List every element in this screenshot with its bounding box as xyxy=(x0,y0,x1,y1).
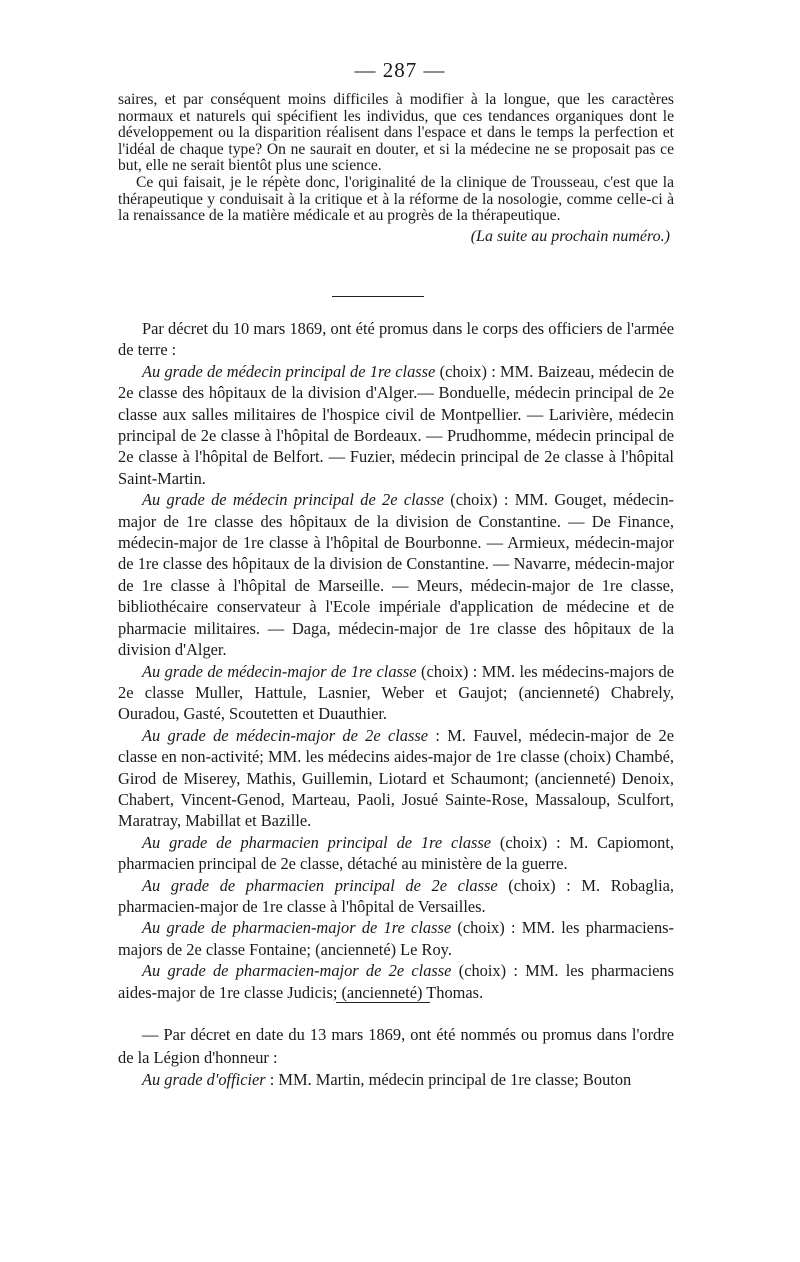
intro-paragraph: saires, et par conséquent moins difficiles à modifier à la longue, que les caractères normaux et naturels qui spécifient les individus, que ces tendances organiques dont le développement ou la disparition réalisent dans l'espace et dans le temps la perfection et l'idéal de chaque type? On ne saurait en douter, et si la médecine ne se proposait pas ce but, elle ne serait bientôt plus une science. xyxy=(118,91,674,175)
promotion-entry xyxy=(118,361,674,489)
grade-heading: Au grade d'officier xyxy=(142,1070,266,1089)
grade-heading: Au grade de médecin-major de 1re classe xyxy=(142,661,417,681)
legion-honneur-section xyxy=(118,1024,674,1092)
grade-heading: Au grade de pharmacien-major de 2e classe xyxy=(142,961,452,981)
promotion-text: (choix) : MM. Gouget, médecin-major de 1re classe des hôpitaux de la division de Constantine. — De Finance, médecin-major de 1re classe à l'hôpital de Bourbonne. — Armieux, médecin-major de 1re classe des hôpitaux de la division de Constantine. — Navarre, médecin-major de 1re classe à l'hôpital de Marseille. — Meurs, médecin-major de 1re classe, bibliothécaire conservateur à l'Ecole impériale d'application de médecine et de pharmacie militaires. — Daga, médecin-major de 1re classe des hôpitaux de la division d'Alger. xyxy=(118,490,674,660)
section-divider xyxy=(336,1002,430,1003)
promotion-entry xyxy=(118,917,674,960)
decree-opening: Par décret du 10 mars 1869, ont été promus dans le corps des officiers de l'armée de terre : xyxy=(118,319,674,360)
promotion-text: : MM. Martin, médecin principal de 1re classe; Bouton xyxy=(265,1070,632,1089)
promotion-entry xyxy=(118,661,674,725)
intro-paragraph: Ce qui faisait, je le répète donc, l'originalité de la clinique de Trousseau, c'est que la thérapeutique y conduisait à la critique et à la réforme de la nosologie, comme celle-ci à la renaissance de la matière médicale et au progrès de la thérapeutique. xyxy=(118,173,674,225)
decree-opening: — Par décret en date du 13 mars 1869, ont été nommés ou promus dans l'ordre de la Légion d'honneur : xyxy=(118,1025,674,1067)
continuation-note: (La suite au prochain numéro.) xyxy=(470,227,670,245)
grade-heading: Au grade de médecin principal de 1re classe xyxy=(142,361,436,381)
page-number: — 287 — xyxy=(354,58,446,82)
grade-heading: Au grade de médecin principal de 2e classe xyxy=(142,490,444,510)
promotion-entry xyxy=(118,960,674,1003)
promotion-text: (choix) : MM. Baizeau, médecin de 2e classe des hôpitaux de la division d'Alger.— Bonduelle, médecin principal de 2e classe aux salles militaires de l'hospice civil de Montpellier. — Larivière, médecin principal de 2e classe à l'hôpital de Bordeaux. — Prudhomme, médecin principal de 2e classe à l'hôpital de Belfort. — Fuzier, médecin principal de 2e classe à l'hôpital Saint-Martin. xyxy=(118,361,674,488)
decree-section xyxy=(118,318,674,1003)
promotion-entry xyxy=(118,832,674,875)
intro-text xyxy=(118,92,674,245)
promotion-text: (choix) : MM. les médecins-majors de 2e classe Muller, Hattule, Lasnier, Weber et Gaujot; (ancienneté) Chabrely, Ouradou, Gasté, Scoutetten et Duauthier. xyxy=(118,661,675,724)
promotion-entry xyxy=(118,725,674,832)
promotion-text: (choix) : M. Capiomont, pharmacien principal de 2e classe, détaché au ministère de la guerre. xyxy=(118,832,675,874)
grade-heading: Au grade de médecin-major de 2e classe xyxy=(142,725,429,745)
grade-heading: Au grade de pharmacien-major de 1re classe xyxy=(142,918,452,938)
section-divider xyxy=(332,296,424,297)
promotion-entry xyxy=(118,489,674,660)
grade-heading: Au grade de pharmacien principal de 1re classe xyxy=(142,832,492,852)
promotion-entry xyxy=(118,1069,674,1092)
promotion-text: (choix) : MM. les pharmaciens-majors de 2e classe Fontaine; (ancienneté) Le Roy. xyxy=(118,918,674,959)
promotion-text: : M. Fauvel, médecin-major de 2e classe en non-activité; MM. les médecins aides-major de 1re classe (choix) Chambé, Girod de Miserey, Mathis, Guillemin, Liotard et Schaumont; (ancienneté) Denoix, Chabert, Vincent-Genod, Marteau, Paoli, Josué Sainte-Rose, Massaloup, Sculfort, Maratray, Mabillat et Bazille. xyxy=(118,725,674,831)
grade-heading: Au grade de pharmacien principal de 2e classe xyxy=(142,875,498,895)
promotion-entry xyxy=(118,875,674,918)
promotion-text: (choix) : MM. les pharmaciens aides-major de 1re classe Judicis; (ancienneté) Thomas. xyxy=(118,961,674,1002)
promotion-text: (choix) : M. Robaglia, pharmacien-major de 1re classe à l'hôpital de Versailles. xyxy=(118,875,674,916)
